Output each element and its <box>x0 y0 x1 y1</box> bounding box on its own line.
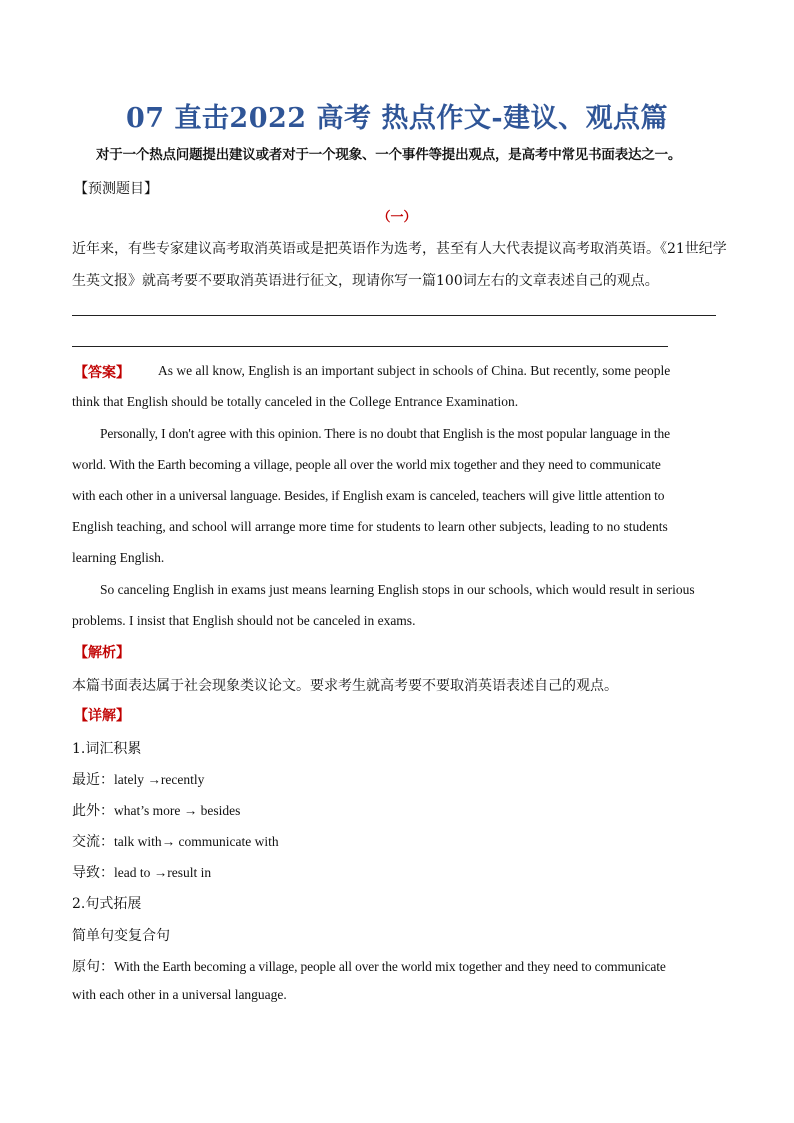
vocab-zh: 此外： <box>72 803 114 819</box>
sentence-header: 2.句式拓展 <box>72 896 142 912</box>
vocab-zh: 交流： <box>72 834 114 850</box>
answer-label: 【答案】 <box>74 365 130 381</box>
vocab-header: 1.词汇积累 <box>72 741 142 757</box>
page-title: 07 直击2022 高考 热点作文-建议、观点篇 <box>125 103 669 134</box>
vocab-en: talk with→ communicate with <box>114 834 279 849</box>
vocab-en: what’s more → besides <box>114 803 241 818</box>
vocab-en: lately →recently <box>114 772 205 787</box>
answer-line-3: Personally, I don't agree with this opinion. There is no doubt that English is the most popular language in the <box>100 426 670 441</box>
answer-line-7: learning English. <box>72 550 165 565</box>
intro-text: 对于一个热点问题提出建议或者对于一个现象、一个事件等提出观点，是高考中常见书面表达之一。 <box>96 147 682 163</box>
original-label: 原句： <box>72 959 114 975</box>
answer-line-6: English teaching, and school will arrange more time for students to learn other subjects, leading to no students <box>72 519 668 534</box>
prompt-line-2: 生英文报》就高考要不要取消英语进行征文，现请你写一篇100词左右的文章表述自己的观点。 <box>72 273 659 289</box>
answer-line-8: So canceling English in exams just means learning English stops in our schools, which would result in serious <box>100 582 695 597</box>
vocab-item <box>72 862 211 882</box>
answer-line-9: problems. I insist that English should not be canceled in exams. <box>72 613 416 628</box>
details-label: 【详解】 <box>74 708 130 724</box>
vocab-zh: 导致： <box>72 865 114 881</box>
original-sentence <box>72 956 666 976</box>
analysis-label: 【解析】 <box>74 645 130 661</box>
answer-line-4: world. With the Earth becoming a village, people all over the world mix together and they need to communicate <box>72 457 661 472</box>
vocab-en: lead to →result in <box>114 865 212 880</box>
answer-blank-line-1 <box>72 315 716 316</box>
vocab-item <box>72 769 204 789</box>
vocab-item <box>72 831 279 851</box>
answer-line-5: with each other in a universal language. Besides, if English exam is canceled, teachers will give little attention to <box>72 488 665 503</box>
answer-line-1: As we all know, English is an important subject in schools of China. But recently, some people <box>158 363 671 378</box>
original-line-2: with each other in a universal language. <box>72 987 287 1002</box>
vocab-item <box>72 800 240 820</box>
part-label: （一） <box>377 210 417 225</box>
prompt-line-1: 近年来，有些专家建议高考取消英语或是把英语作为选考，甚至有人大代表提议高考取消英语。《21世纪学 <box>72 241 727 257</box>
answer-blank-line-2 <box>72 346 668 347</box>
analysis-text: 本篇书面表达属于社会现象类议论文。要求考生就高考要不要取消英语表述自己的观点。 <box>72 678 618 694</box>
answer-line-2: think that English should be totally canceled in the College Entrance Examination. <box>72 394 519 409</box>
sentence-type: 简单句变复合句 <box>72 928 170 944</box>
original-line-1: With the Earth becoming a village, people all over the world mix together and they need to communicate <box>114 959 666 974</box>
vocab-zh: 最近： <box>72 772 114 788</box>
prediction-header: 【预测题目】 <box>74 181 158 197</box>
